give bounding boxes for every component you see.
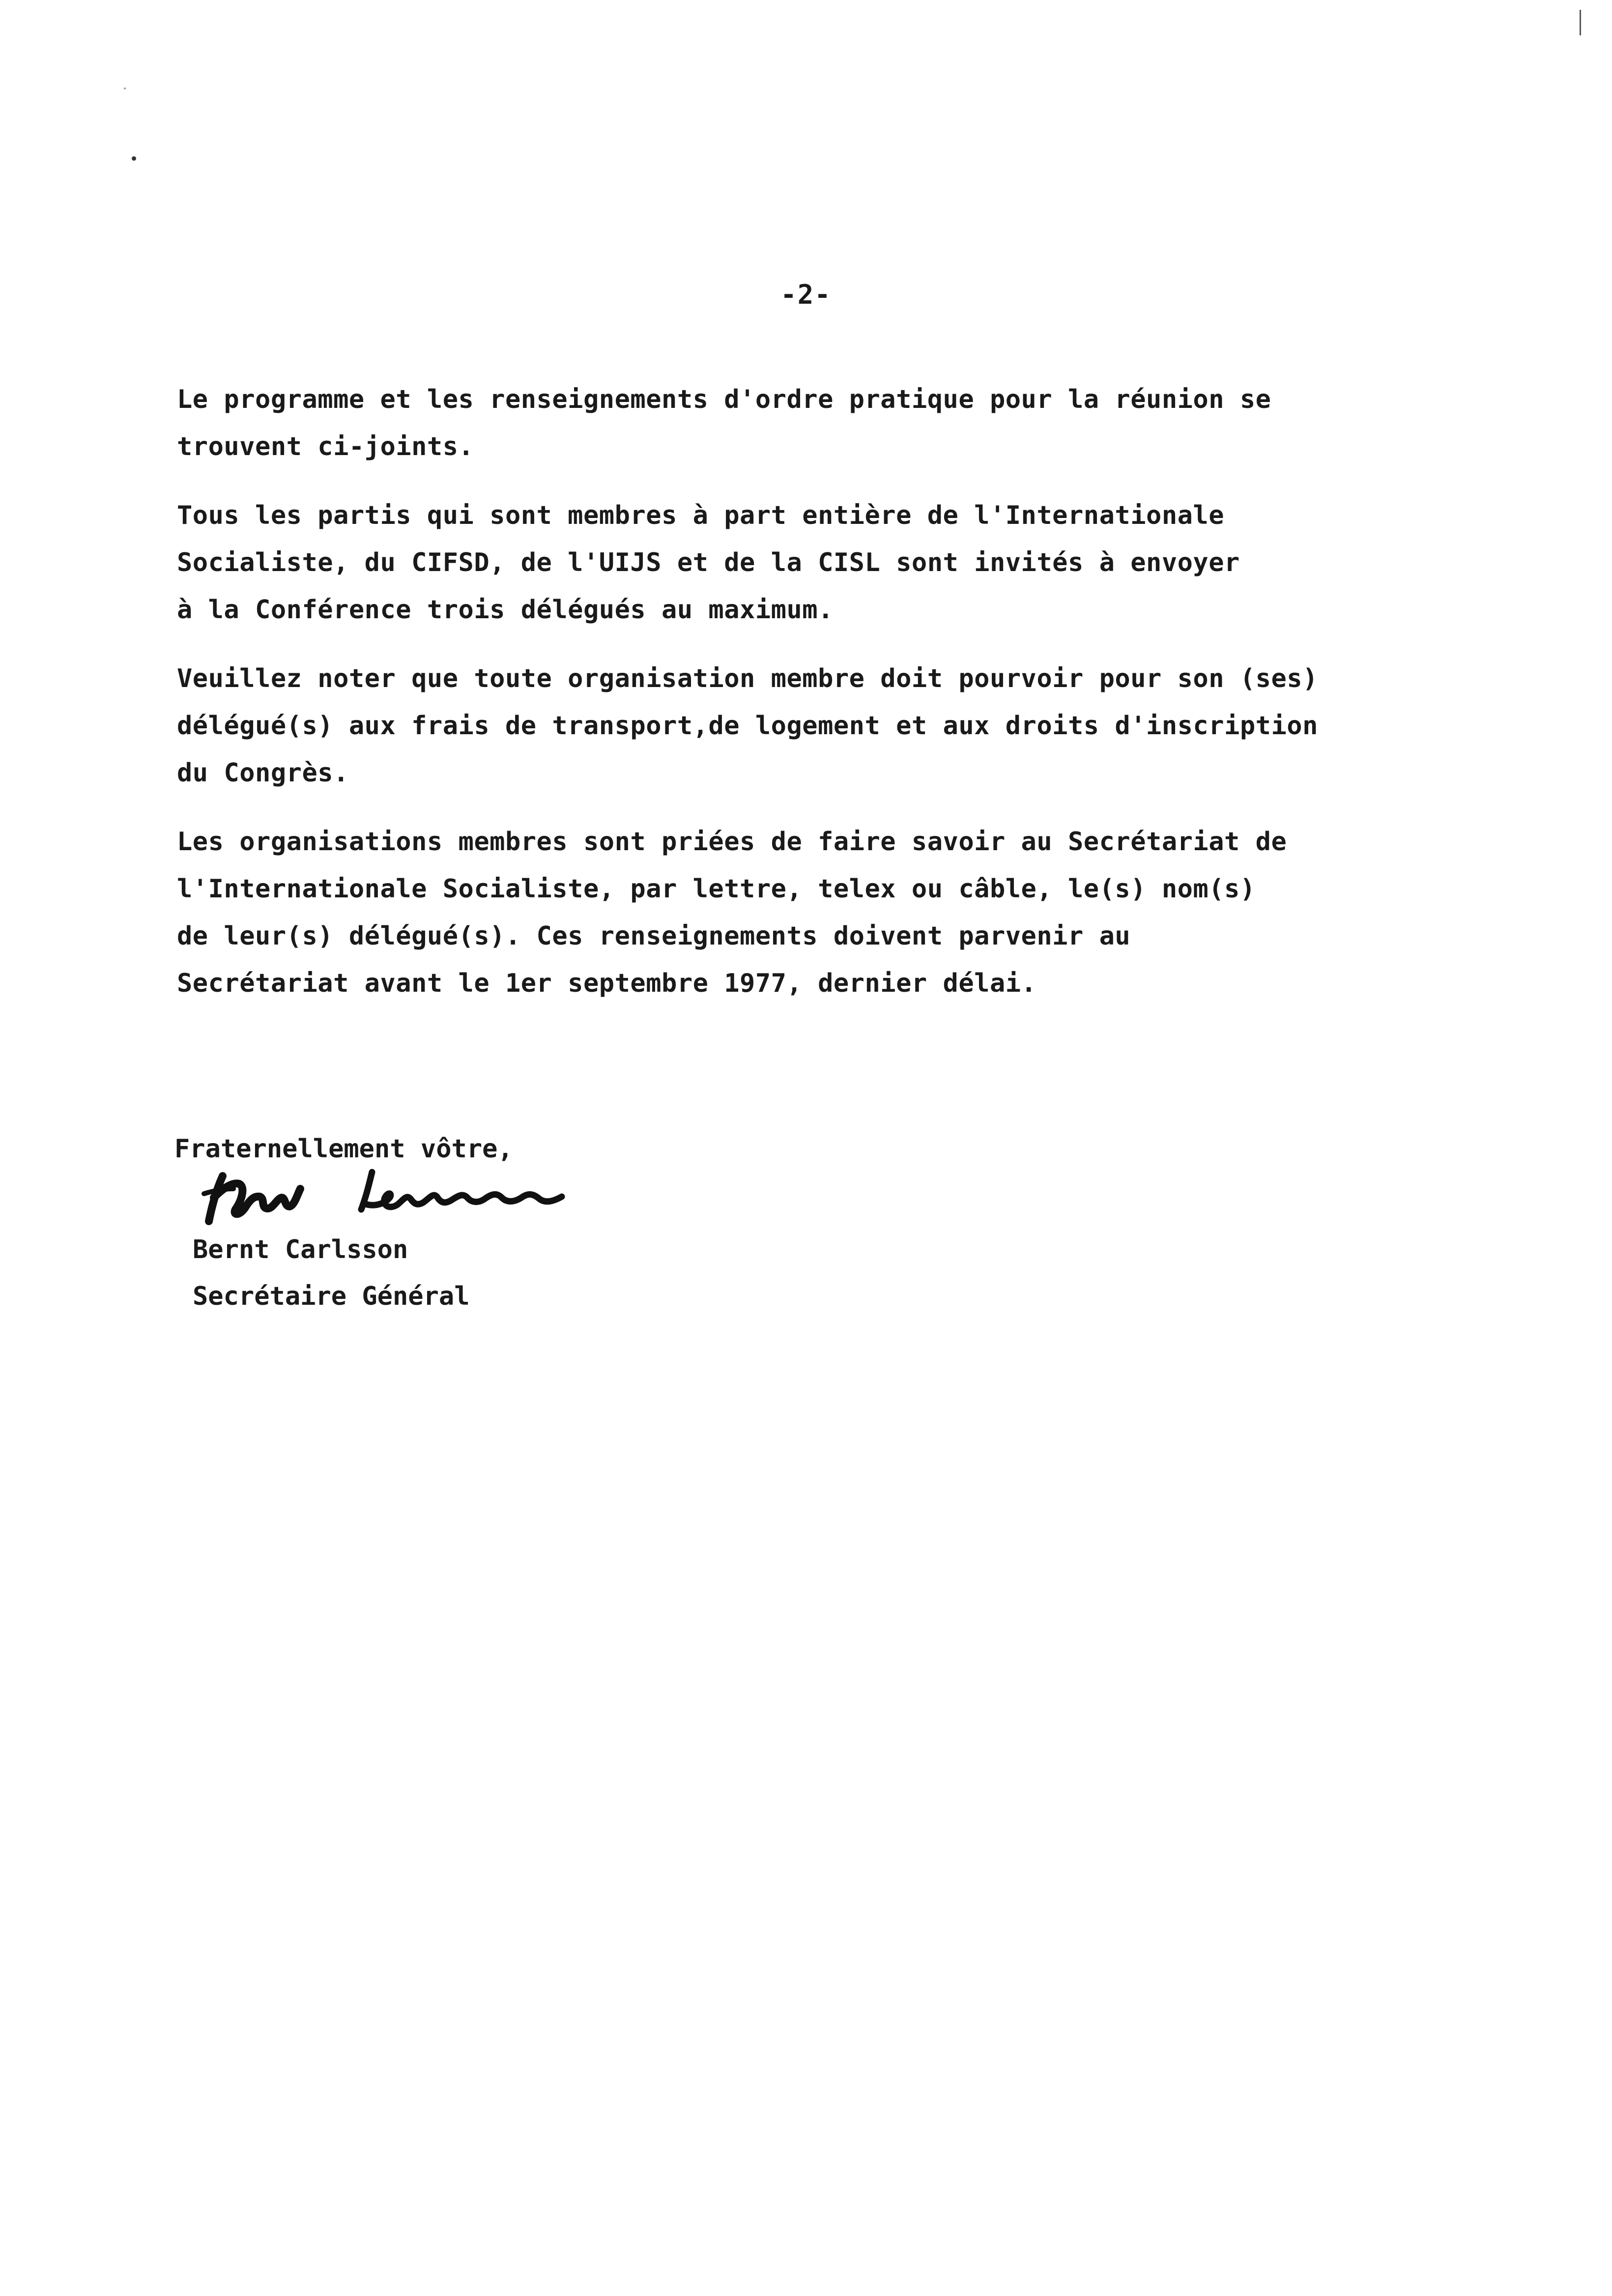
handwritten-signature (194, 1162, 666, 1236)
paragraph-costs: Veuillez noter que toute organisation membre doit pourvoir pour son (ses) délégué(s) aux frais de transport,de logement et aux droits d'inscription du Congrès. (177, 664, 1318, 788)
scan-edge-mark (1580, 10, 1581, 35)
paragraph-programme: Le programme et les renseignements d'ordre pratique pour la réunion se trouvent ci-joints. (177, 385, 1271, 461)
closing-salutation: Fraternellement vôtre, (174, 1134, 513, 1164)
signer-title: Secrétaire Général (193, 1282, 470, 1311)
paragraph-registration: Les organisations membres sont priées de faire savoir au Secrétariat de l'Internationale Socialiste, par lettre, telex ou câble, le(s) nom(s) de leur(s) délégué(s). Ces renseignements doivent parvenir au Secrétariat avant le 1er septembre 1977, dernier délai. (177, 827, 1287, 998)
scan-speck (132, 156, 136, 161)
page-number: -2- (780, 279, 832, 310)
letter-body (177, 376, 1494, 1029)
scan-speck (124, 87, 126, 89)
paragraph-invitation: Tous les partis qui sont membres à part entière de l'Internationale Socialiste, du CIFSD, de l'UIJS et de la CISL sont invités à envoyer à la Conférence trois délégués au maximum. (177, 501, 1240, 625)
signer-name: Bernt Carlsson (193, 1235, 408, 1264)
